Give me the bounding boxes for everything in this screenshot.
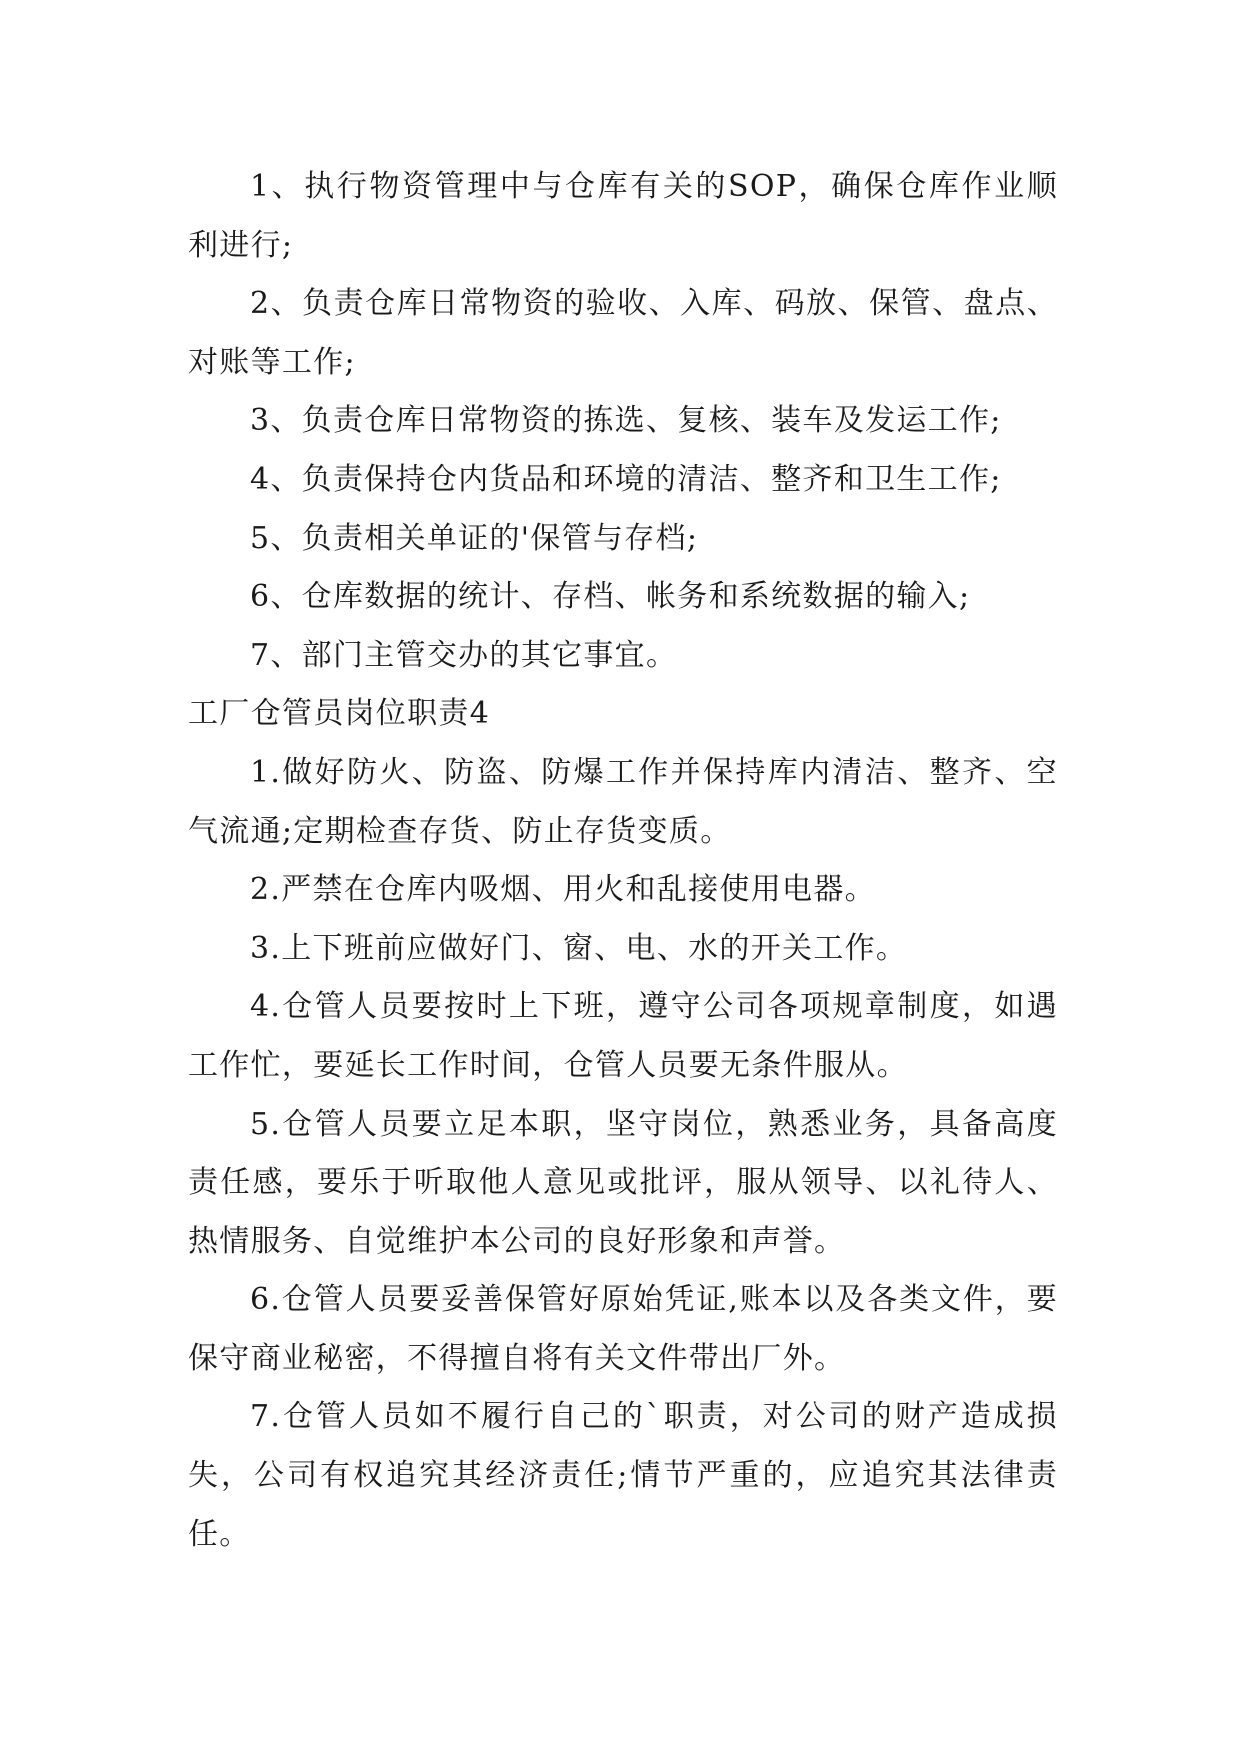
duty-item-5: 5、负责相关单证的'保管与存档; [250,520,699,556]
rule-item-2: 2.严禁在仓库内吸烟、用火和乱接使用电器。 [250,872,876,908]
rule-item-6: 6.仓管人员要妥善保管好原始凭证,账本以及各类文件，要保守商业秘密，不得擅自将有关文件带出厂外。 [188,1282,1058,1376]
duty-item-4: 4、负责保持仓内货品和环境的清洁、整齐和卫生工作; [250,461,1002,497]
section-heading: 工厂仓管员岗位职责4 [188,696,491,732]
duty-item-2: 2、负责仓库日常物资的验收、入库、码放、保管、盘点、对账等工作; [188,286,1058,380]
duty-item-7: 7、部门主管交办的其它事宜。 [250,637,678,673]
duty-item-6: 6、仓库数据的统计、存档、帐务和系统数据的输入; [250,579,971,615]
rule-item-4: 4.仓管人员要按时上下班，遵守公司各项规章制度，如遇工作忙，要延长工作时间，仓管人员要无条件服从。 [188,989,1058,1083]
rule-item-3: 3.上下班前应做好门、窗、电、水的开关工作。 [250,930,908,966]
duty-item-1: 1、执行物资管理中与仓库有关的SOP，确保仓库作业顺利进行; [188,169,1058,263]
rule-item-7: 7.仓管人员如不履行自己的`职责，对公司的财产造成损失，公司有权追究其经济责任;情节严重的，应追究其法律责任。 [188,1399,1058,1552]
rule-item-1: 1.做好防火、防盗、防爆工作并保持库内清洁、整齐、空气流通;定期检查存货、防止存货变质。 [188,754,1058,849]
document-body [188,158,1058,1564]
duty-item-3: 3、负责仓库日常物资的拣选、复核、装车及发运工作; [250,403,1002,439]
rule-item-5: 5.仓管人员要立足本职，坚守岗位，熟悉业务，具备高度责任感，要乐于听取他人意见或批评，服从领导、以礼待人、热情服务、自觉维护本公司的良好形象和声誉。 [188,1106,1058,1259]
